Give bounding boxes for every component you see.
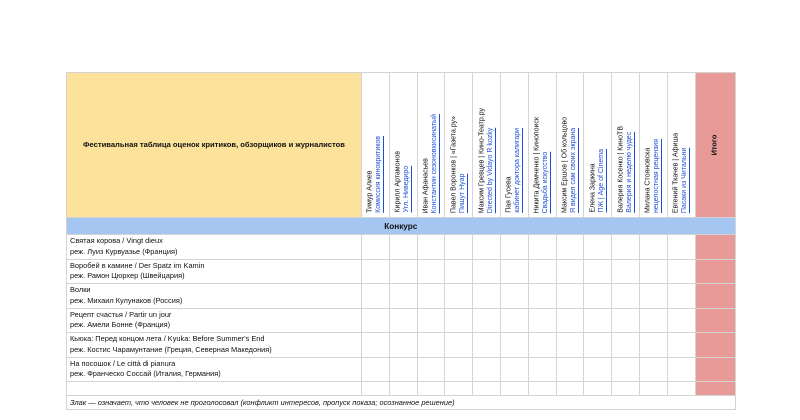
score-cell[interactable]: [473, 235, 501, 260]
film-director: реж. Костис Чарамунтание (Греция, Северная Македония): [70, 344, 272, 354]
score-cell[interactable]: [362, 358, 390, 383]
critic-header: [529, 72, 557, 218]
critic-outlet-link[interactable]: Свадьба искусство: [542, 151, 550, 213]
score-cell[interactable]: [584, 358, 612, 383]
table-grid: [66, 72, 736, 396]
critic-name: Максим Ершов | Об кольцово: [561, 117, 569, 213]
empty-cell[interactable]: [640, 382, 668, 396]
score-cell[interactable]: [668, 309, 696, 334]
score-cell[interactable]: [390, 358, 418, 383]
film-director: реж. Амели Бонне (Франция): [70, 320, 171, 329]
score-cell[interactable]: [584, 284, 612, 309]
score-cell[interactable]: [557, 309, 585, 334]
score-cell[interactable]: [473, 260, 501, 285]
score-cell[interactable]: [529, 284, 557, 309]
score-cell[interactable]: [473, 284, 501, 309]
score-cell[interactable]: [501, 235, 529, 260]
critic-header: [501, 72, 529, 218]
critic-name: Евгений Ткачев | Афиша: [672, 132, 680, 213]
critic-outlet-link[interactable]: Угл. Ниведиро: [403, 166, 411, 213]
critic-outlet-link[interactable]: Directed by Vidayo R kozky: [486, 127, 494, 213]
section-header: Конкурс: [66, 218, 736, 235]
film-director: реж. Рамон Цюрхер (Швейцария): [70, 271, 185, 280]
critic-header: [612, 72, 640, 218]
score-cell[interactable]: [501, 284, 529, 309]
score-cell[interactable]: [557, 333, 585, 358]
total-cell[interactable]: [696, 260, 736, 285]
score-cell[interactable]: [557, 235, 585, 260]
film-title: Святая корова / Vingt dieux: [70, 236, 163, 245]
critic-outlet-link[interactable]: Я видел сам своих экрана: [569, 127, 577, 213]
score-cell[interactable]: [362, 309, 390, 334]
film-cell[interactable]: [66, 333, 362, 358]
score-cell[interactable]: [445, 358, 473, 383]
score-cell[interactable]: [501, 358, 529, 383]
critic-header: [390, 72, 418, 218]
empty-cell[interactable]: [668, 382, 696, 396]
film-director: реж. Луиз Курвуазье (Франция): [70, 246, 178, 256]
score-cell[interactable]: [584, 235, 612, 260]
score-cell[interactable]: [584, 333, 612, 358]
film-title: На посошок / Le città di pianura: [70, 358, 176, 368]
critic-name: Максим Гревцев | Кино-Театр.ру: [477, 107, 485, 213]
score-cell[interactable]: [501, 309, 529, 334]
critic-outlet-link[interactable]: Валерия и неделю чудес: [625, 132, 633, 213]
score-cell[interactable]: [640, 260, 668, 285]
score-cell[interactable]: [390, 309, 418, 334]
film-title: Кьюка: Перед концом лета / Kyuka: Before Summer's End: [70, 334, 265, 343]
score-cell[interactable]: [668, 333, 696, 358]
score-cell[interactable]: [640, 333, 668, 358]
critic-name: Милана Стояновска: [644, 147, 652, 213]
score-cell[interactable]: [529, 358, 557, 383]
critic-outlet-link[interactable]: Константин сезоновхисинатый: [430, 113, 438, 213]
empty-cell[interactable]: [66, 382, 362, 396]
score-cell[interactable]: [668, 260, 696, 285]
critic-name: Тимур Алиев: [366, 170, 374, 213]
score-cell[interactable]: [529, 333, 557, 358]
score-cell[interactable]: [362, 333, 390, 358]
score-cell[interactable]: [390, 333, 418, 358]
critic-header: [640, 72, 668, 218]
film-cell[interactable]: [66, 309, 362, 334]
score-cell[interactable]: [612, 235, 640, 260]
film-title: Рецепт счастья / Partir un jour: [70, 309, 172, 319]
film-cell[interactable]: [66, 235, 362, 260]
critic-outlet-link[interactable]: ПЖ | Age of Cinema: [597, 149, 605, 213]
total-cell[interactable]: [696, 284, 736, 309]
score-cell[interactable]: [612, 309, 640, 334]
score-cell[interactable]: [640, 309, 668, 334]
critic-name: Никита Демченко | Кинопоиск: [533, 116, 541, 213]
total-header: [696, 72, 736, 218]
film-director: реж. Михаил Кулунаков (Россия): [70, 295, 183, 305]
score-cell[interactable]: [418, 309, 446, 334]
empty-cell[interactable]: [584, 382, 612, 396]
critic-outlet-link[interactable]: Пасаки из Читальни: [681, 147, 689, 213]
film-title: Волки: [70, 285, 91, 294]
score-cell[interactable]: [473, 333, 501, 358]
total-cell[interactable]: [696, 358, 736, 383]
score-cell[interactable]: [418, 235, 446, 260]
score-cell[interactable]: [445, 235, 473, 260]
score-cell[interactable]: [501, 333, 529, 358]
film-cell[interactable]: [66, 358, 362, 383]
score-cell[interactable]: [445, 333, 473, 358]
score-cell[interactable]: [529, 309, 557, 334]
score-cell[interactable]: [418, 284, 446, 309]
score-cell[interactable]: [418, 260, 446, 285]
empty-cell[interactable]: [612, 382, 640, 396]
critic-outlet-link[interactable]: нецелостная рецензия: [653, 139, 661, 213]
empty-cell[interactable]: [362, 382, 390, 396]
score-cell[interactable]: [612, 284, 640, 309]
critic-name: Иван Афанасьев: [422, 157, 430, 213]
score-cell[interactable]: [362, 260, 390, 285]
score-cell[interactable]: [668, 284, 696, 309]
empty-cell[interactable]: [529, 382, 557, 396]
score-cell[interactable]: [584, 260, 612, 285]
critic-name: Елена Заркина: [589, 163, 597, 213]
empty-cell[interactable]: [390, 382, 418, 396]
total-cell[interactable]: [696, 235, 736, 260]
score-cell[interactable]: [445, 284, 473, 309]
score-cell[interactable]: [612, 260, 640, 285]
score-cell[interactable]: [668, 358, 696, 383]
critic-header: [418, 72, 446, 218]
critic-header: [668, 72, 696, 218]
score-cell[interactable]: [668, 235, 696, 260]
critic-header: [362, 72, 390, 218]
critic-name: Кирилл Артамонов: [394, 151, 402, 213]
total-label: Итого: [709, 134, 719, 156]
film-title: Воробей в камине / Der Spatz im Kamin: [70, 260, 205, 270]
score-cell[interactable]: [473, 309, 501, 334]
total-cell[interactable]: [696, 333, 736, 358]
critic-header: [473, 72, 501, 218]
ratings-table: [66, 72, 736, 396]
film-cell[interactable]: [66, 284, 362, 309]
score-cell[interactable]: [362, 284, 390, 309]
empty-cell[interactable]: [501, 382, 529, 396]
empty-cell[interactable]: [696, 382, 736, 396]
critic-header: [557, 72, 585, 218]
critic-header: [445, 72, 473, 218]
score-cell[interactable]: [557, 358, 585, 383]
critic-name: Пая Гусева: [505, 176, 513, 213]
score-cell[interactable]: [418, 333, 446, 358]
empty-cell[interactable]: [418, 382, 446, 396]
critic-outlet-link[interactable]: Комиссия кинокритиков: [375, 136, 383, 213]
score-cell[interactable]: [362, 235, 390, 260]
score-cell[interactable]: [418, 358, 446, 383]
score-cell[interactable]: [557, 260, 585, 285]
footnote: Злак — означает, что человек не проголосовал (конфликт интересов, пропуск показа; осознанное решение): [66, 396, 736, 410]
score-cell[interactable]: [640, 235, 668, 260]
critic-name: Валерия Косенко | КиноТВ: [616, 126, 624, 213]
table-title: Фестивальная таблица оценок критиков, обзорщиков и журналистов: [66, 72, 362, 218]
score-cell[interactable]: [445, 309, 473, 334]
empty-cell[interactable]: [557, 382, 585, 396]
empty-cell[interactable]: [473, 382, 501, 396]
score-cell[interactable]: [390, 260, 418, 285]
critic-name: Павел Воронков | «Газета.ру»: [450, 115, 458, 213]
score-cell[interactable]: [529, 235, 557, 260]
score-cell[interactable]: [640, 358, 668, 383]
score-cell[interactable]: [584, 309, 612, 334]
score-cell[interactable]: [612, 358, 640, 383]
critic-header: [584, 72, 612, 218]
empty-cell[interactable]: [445, 382, 473, 396]
score-cell[interactable]: [557, 284, 585, 309]
score-cell[interactable]: [640, 284, 668, 309]
score-cell[interactable]: [445, 260, 473, 285]
film-cell[interactable]: [66, 260, 362, 285]
score-cell[interactable]: [390, 284, 418, 309]
score-cell[interactable]: [501, 260, 529, 285]
score-cell[interactable]: [612, 333, 640, 358]
critic-outlet-link[interactable]: кабинет доктора калигари: [514, 128, 522, 213]
total-cell[interactable]: [696, 309, 736, 334]
critic-outlet-link[interactable]: Пишут Нуар: [458, 173, 466, 213]
film-director: реж. Франческо Соссай (Италия, Германия): [70, 369, 221, 378]
score-cell[interactable]: [390, 235, 418, 260]
score-cell[interactable]: [529, 260, 557, 285]
score-cell[interactable]: [473, 358, 501, 383]
